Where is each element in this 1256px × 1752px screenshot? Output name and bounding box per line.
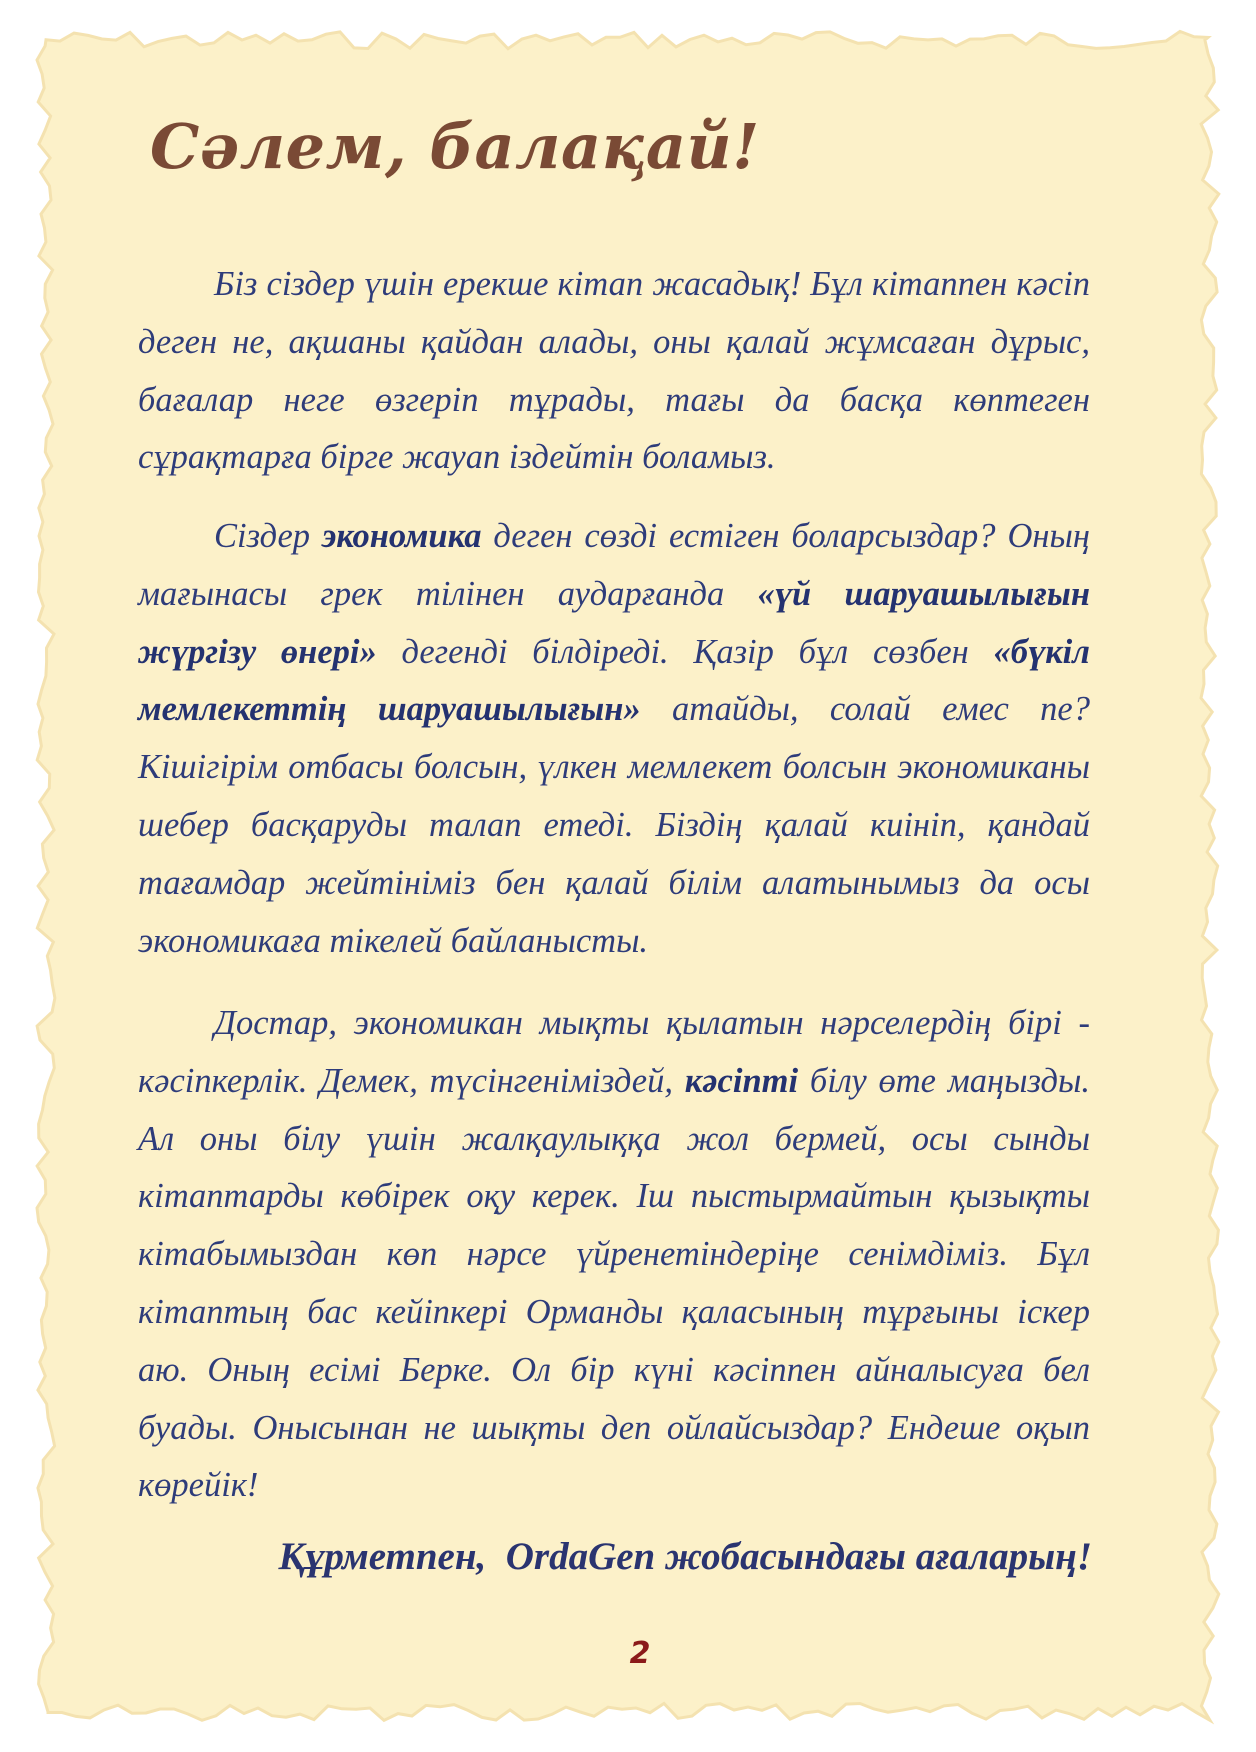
text-span: деген сөзді естіген боларсыздар? Оның мағынасы грек тілінен аударғанда	[138, 517, 1090, 613]
bold-term: экономика	[321, 517, 482, 555]
paragraph-entrepreneurship	[138, 995, 1090, 1515]
text-span: Достар, экономикан мықты қылатын нәрселердің бірі - кәсіпкерлік. Демек, түсінгеніміздей,	[138, 1004, 1090, 1100]
text-span: Біз сіздер үшін ерекше кітап жасадық! Бұл кітаппен кәсіп деген не, ақшаны қайдан алады, оны қалай жұмсаған дұрыс, бағалар неге өзгеріп тұрады, тағы да басқа көптеген сұрақтарға бірге жауап іздейтін боламыз.	[138, 265, 1090, 477]
bold-term: «үй шаруашылығын жүргізу өнері»	[138, 574, 1090, 671]
text-span: атайды, солай емес пе? Кішігірім отбасы болсын, үлкен мемлекет болсын экономиканы шебер басқаруды талап етеді. Біздің қалай киініп, қандай тағамдар жейтініміз бен қалай білім алатынымыз да осы экономикаға тікелей байланысты.	[138, 690, 1090, 960]
paragraph-intro	[138, 256, 1090, 487]
signature: Құрметпен, OrdaGen жобасындағы ағаларың!	[278, 1535, 1092, 1578]
text-span: Сіздер	[214, 517, 322, 555]
bold-term: кәсіпті	[684, 1061, 799, 1100]
text-span: дегенді білдіреді. Қазір бұл сөзбен	[376, 632, 994, 671]
page-title: Сәлем, балақай!	[150, 110, 760, 183]
page-number: 2	[629, 1636, 651, 1671]
bold-term: «бүкіл мемлекеттің шаруашылығын»	[138, 632, 1090, 729]
text-span: білу өте маңызды. Ал оны білу үшін жалқаулыққа жол бермей, осы сынды кітаптарды көбірек оқу керек. Іш пыстырмайтын қызықты кітабымыздан көп нәрсе үйренетіндеріңе сенімдіміз. Бұл кітаптың бас кейіпкері Орманды қаласының тұрғыны іскер аю. Оның есімі Берке. Ол бір күні кәсіппен айналысуға бел буады. Онысынан не шықты деп ойлайсыздар? Ендеше оқып көрейік!	[138, 1061, 1090, 1505]
paragraph-economics	[138, 508, 1090, 970]
